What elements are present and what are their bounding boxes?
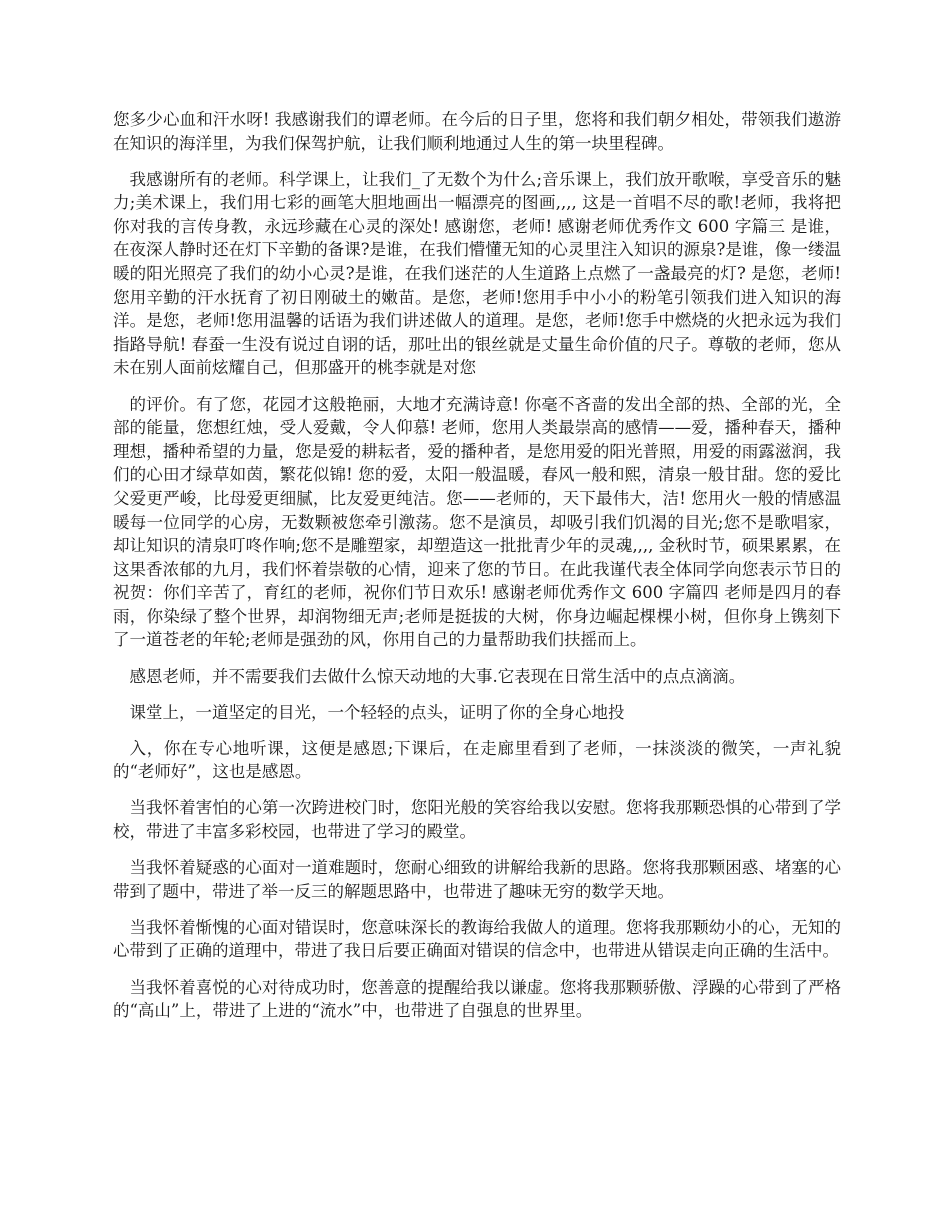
paragraph-8: 当我怀着疑惑的心面对一道难题时，您耐心细致的讲解给我新的思路。您将我那颗困惑、堵塞的心带到了题中，带进了举一反三的解题思路中，也带进了趣味无穷的数学天地。 [113, 858, 841, 901]
paragraph-9: 当我怀着惭愧的心面对错误时，您意味深长的教诲给我做人的道理。您将我那颗幼小的心，无知的心带到了正确的道理中，带进了我日后要正确面对错误的信念中，也带进从错误走向正确的生活中。 [113, 917, 841, 961]
paragraph-6: 入，你在专心地听课，这便是感恩;下课后，在走廊里看到了老师，一抹淡淡的微笑，一声礼貌的“老师好”，这也是感恩。 [113, 738, 841, 782]
paragraph-10: 当我怀着喜悦的心对待成功时，您善意的提醒给我以谦虚。您将我那颗骄傲、浮躁的心带到了严格的“高山”上，带进了上进的“流水”中，也带进了自强息的世界里。 [113, 977, 841, 1021]
paragraph-7: 当我怀着害怕的心第一次跨进校门时，您阳光般的笑容给我以安慰。您将我那颗恐惧的心带到了学校，带进了丰富多彩校园，也带进了学习的殿堂。 [113, 798, 841, 842]
document-body [113, 108, 841, 1035]
paragraph-4: 感恩老师，并不需要我们去做什么惊天动地的大事.它表现在日常生活中的点点滴滴。 [129, 666, 746, 686]
paragraph-2: 我感谢所有的老师。科学课上，让我们_了无数个为什么;音乐课上，我们放开歌喉，享受音乐的魅力;美术课上，我们用七彩的画笔大胆地画出一幅漂亮的图画,,,, 这是一首唱不尽的歌!老师，我将把你对我的言传身教，永远珍藏在心灵的深处! 感谢您，老师! 感谢老师优秀作文 600 字篇三 是谁，在夜深人静时还在灯下辛勤的备课?是谁，在我们懵懂无知的心灵里注入知识的源泉?是谁，像一缕温暖的阳光照亮了我们的幼小心灵?是谁，在我们迷茫的人生道路上点燃了一盏最亮的灯? 是您，老师!您用辛勤的汗水抚育了初日刚破土的嫩苗。是您，老师!您用手中小小的粉笔引领我们进入知识的海洋。是您，老师!您用温馨的话语为我们讲述做人的道理。是您，老师!您手中燃烧的火把永远为我们指路导航! 春蚕一生没有说过自诩的话，那吐出的银丝就是丈量生命价值的尺子。尊敬的老师，您从未在别人面前炫耀自己，但那盛开的桃李就是对您 [113, 169, 841, 378]
paragraph-3: 的评价。有了您，花园才这般艳丽，大地才充满诗意! 你毫不吝啬的发出全部的热、全部的光，全部的能量，您想红烛，受人爱戴，令人仰慕! 老师，您用人类最崇高的感情——爱，播种春天，播种理想，播种希望的力量，您是爱的耕耘者，爱的播种者，是您用爱的阳光普照，用爱的雨露滋润，我们的心田才绿草如茵，繁花似锦! 您的爱，太阳一般温暖，春风一般和熙，清泉一般甘甜。您的爱比父爱更严峻，比母爱更细腻，比友爱更纯洁。您——老师的，天下最伟大，洁! 您用火一般的情感温暖每一位同学的心房，无数颗被您牵引激荡。您不是演员，却吸引我们饥渴的目光;您不是歌唱家，却让知识的清泉叮咚作响;您不是雕塑家，却塑造这一批批青少年的灵魂,,,, 金秋时节，硕果累累，在这果香浓郁的九月，我们怀着崇敬的心情，迎来了您的节日。在此我谨代表全体同学向您表示节日的祝贺：你们辛苦了，育红的老师，祝你们节日欢乐! 感谢老师优秀作文 600 字篇四 老师是四月的春雨，你染绿了整个世界，却润物细无声;老师是挺拔的大树，你身边崛起棵棵小树，但你身上镌刻下了一道苍老的年轮;老师是强劲的风，你用自己的力量帮助我们扶摇而上。 [113, 394, 841, 650]
paragraph-5: 课堂上，一道坚定的目光，一个轻轻的点头，证明了你的全身心地投 [129, 702, 625, 722]
paragraph-1: 您多少心血和汗水呀! 我感谢我们的谭老师。在今后的日子里，您将和我们朝夕相处，带领我们遨游在知识的海洋里，为我们保驾护航，让我们顺利地通过人生的第一块里程碑。 [113, 110, 841, 153]
